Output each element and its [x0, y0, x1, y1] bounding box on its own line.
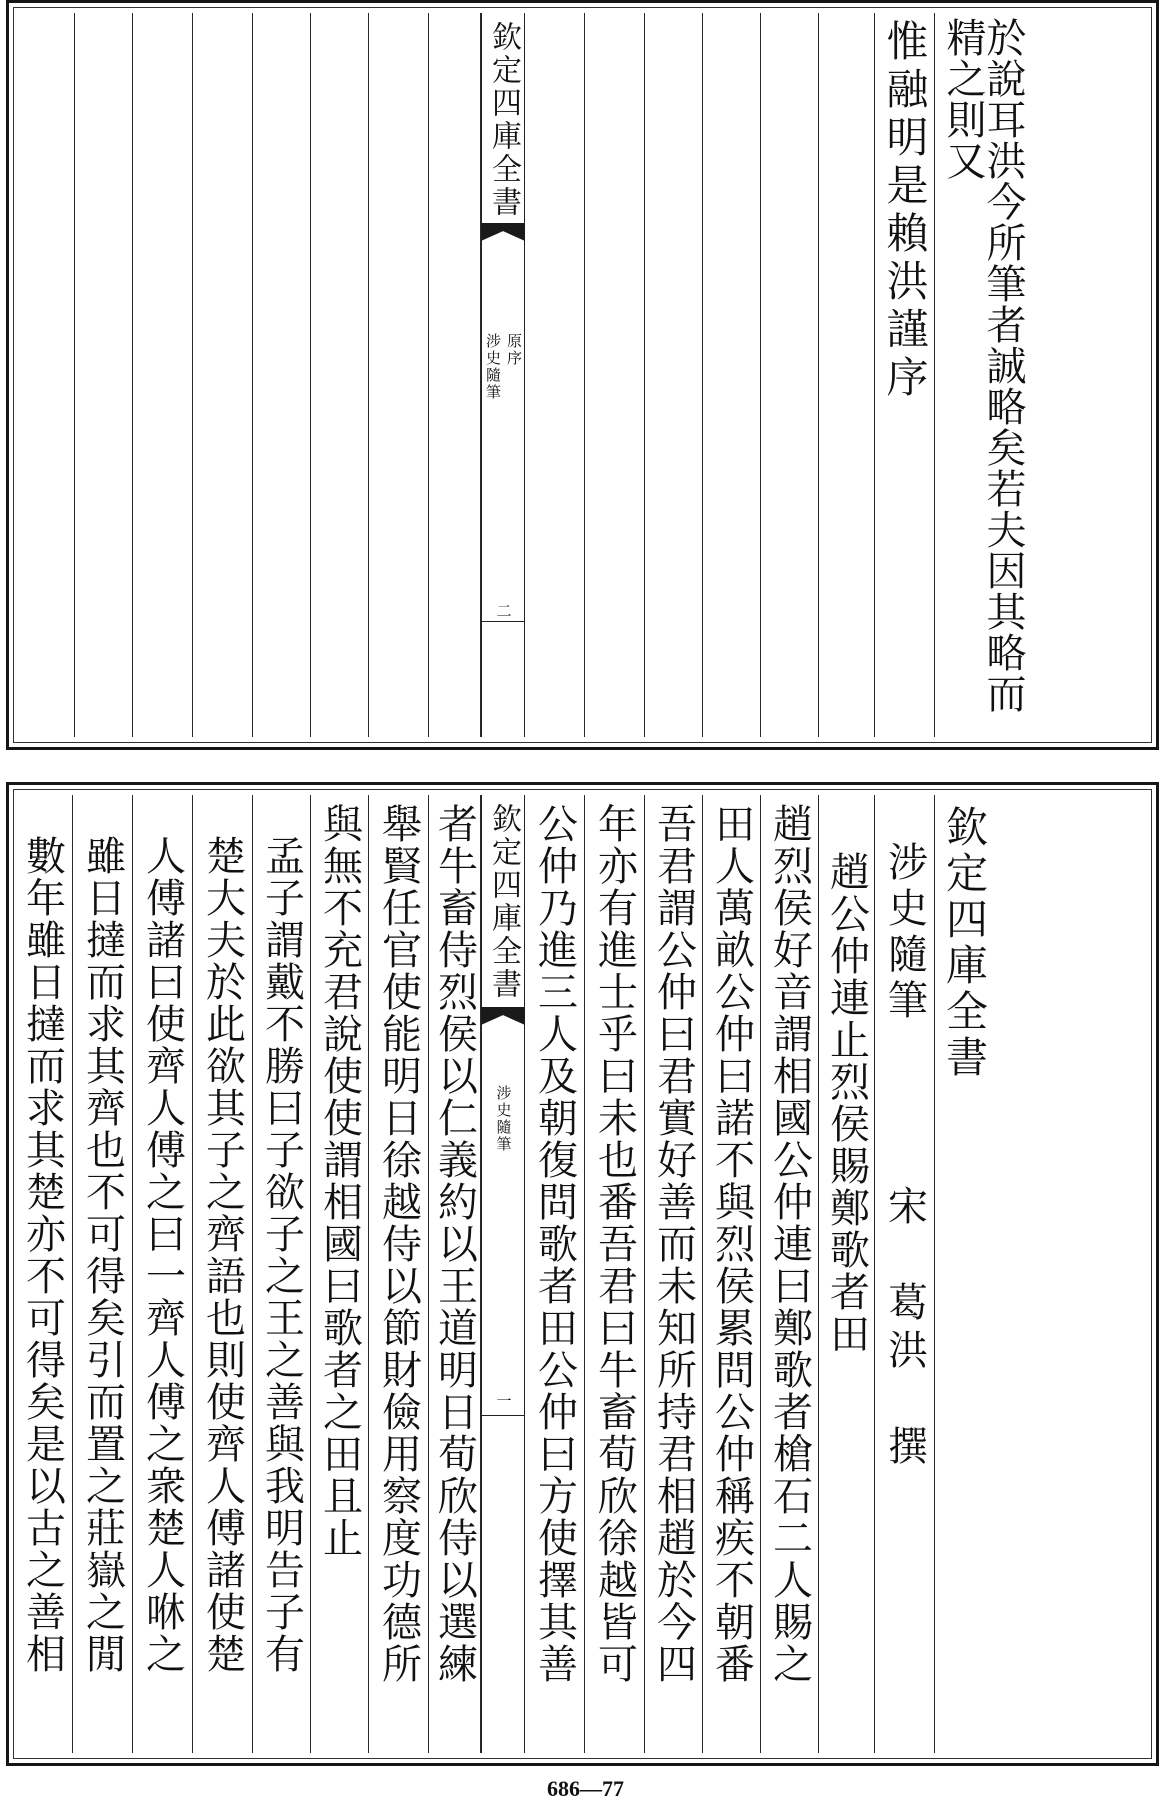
book-title: 涉史隨筆 — [881, 841, 928, 1025]
empty-column — [193, 13, 253, 737]
fish-tail-mark — [481, 223, 525, 241]
top-page-frame — [6, 0, 1159, 750]
text-column-10: 舉賢任官使能明日徐越侍以節財儉用察度功德所 — [369, 795, 429, 1753]
text-column-1 — [935, 13, 1151, 737]
text-column-2 — [875, 795, 935, 1753]
empty-column — [369, 13, 429, 737]
empty-column — [429, 13, 481, 737]
center-title: 欽定四庫全書 — [486, 803, 521, 1001]
page-number-rule — [482, 1415, 524, 1416]
bottom-page — [0, 782, 1171, 1766]
bottom-page-frame — [6, 782, 1159, 1766]
collection-title: 欽定四庫全書 — [940, 805, 989, 1081]
empty-column — [645, 13, 703, 737]
empty-column — [133, 13, 193, 737]
author-line: 宋 葛洪 撰 — [881, 1185, 928, 1473]
center-page-number: 一 — [494, 1393, 513, 1410]
preface-text: 於說耳洪今所筆者誠略矣若夫因其略而精之則又 — [940, 17, 1026, 714]
empty-column — [253, 13, 311, 737]
page-footer-number: 686—77 — [547, 1776, 624, 1801]
text-column-5: 田人萬畝公仲曰諾不與烈侯累問公仲稱疾不朝番 — [703, 795, 761, 1753]
fish-tail-mark — [481, 1007, 525, 1025]
page-number-rule — [482, 621, 524, 622]
center-title-text: 欽定四庫全書 — [486, 21, 521, 219]
chapter-title: 趙公仲連止烈侯賜鄭歌者田 — [823, 851, 870, 1355]
text-column-12: 孟子謂戴不勝曰子欲子之王之善與我明告子有 — [253, 795, 311, 1753]
empty-column — [703, 13, 761, 737]
empty-column — [585, 13, 645, 737]
text-column-9: 者牛畜侍烈侯以仁義約以王道明日荀欣侍以選練 — [429, 795, 481, 1753]
center-subtitle: 涉史隨筆 — [494, 1085, 513, 1153]
top-page — [0, 0, 1171, 750]
preface-closing: 惟融明是賴洪謹序 — [880, 19, 930, 403]
center-page-number: 二 — [494, 603, 513, 620]
empty-column — [819, 13, 875, 737]
text-column-1 — [935, 795, 1151, 1753]
center-sub-book: 涉史隨筆 — [484, 333, 502, 401]
text-column-14: 人傅諸曰使齊人傅之曰一齊人傅之衆楚人咻之 — [133, 795, 193, 1753]
text-column-7: 年亦有進士乎曰未也番吾君曰牛畜荀欣徐越皆可 — [585, 795, 645, 1753]
center-fold-column — [481, 795, 525, 1753]
empty-column — [311, 13, 369, 737]
text-column-15: 雖日撻而求其齊也不可得矣引而置之莊嶽之閒 — [73, 795, 133, 1753]
text-column-6: 吾君謂公仲曰君實好善而未知所持君相趙於今四 — [645, 795, 703, 1753]
empty-column — [17, 13, 75, 737]
center-sub-section: 原序 — [505, 333, 523, 367]
text-column-4: 趙烈侯好音謂相國公仲連曰鄭歌者槍石二人賜之 — [761, 795, 819, 1753]
center-title — [482, 21, 524, 219]
text-column-2 — [875, 13, 935, 737]
text-column-8: 公仲乃進三人及朝復問歌者田公仲曰方使擇其善 — [525, 795, 585, 1753]
text-column-3 — [819, 795, 875, 1753]
center-fold-column — [481, 13, 525, 737]
text-column-13: 楚大夫於此欲其子之齊語也則使齊人傅諸使楚 — [193, 795, 253, 1753]
empty-column — [761, 13, 819, 737]
empty-column — [75, 13, 133, 737]
empty-column — [525, 13, 585, 737]
text-column-16: 數年雖日撻而求其楚亦不可得矣是以古之善相 — [13, 795, 73, 1753]
text-column-11: 與無不充君說使使謂相國曰歌者之田且止 — [311, 795, 369, 1753]
center-subtitle — [482, 333, 524, 401]
